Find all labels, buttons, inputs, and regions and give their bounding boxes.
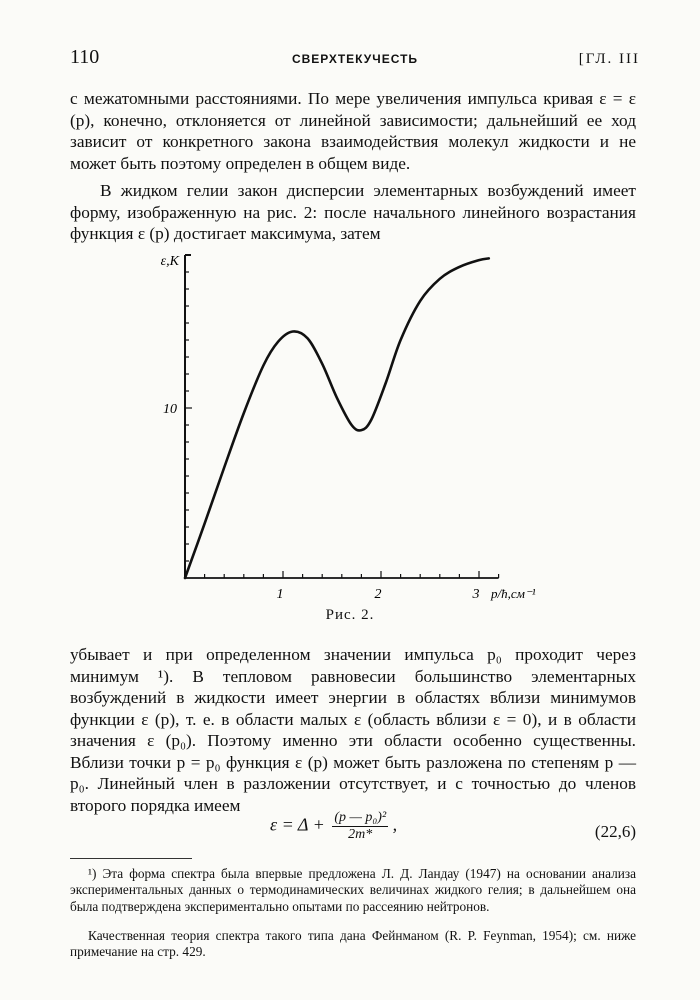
page-header: [70, 46, 640, 72]
paragraph-3-block: [70, 644, 636, 816]
chart-axes: [185, 255, 499, 578]
formula-22-6: [270, 810, 397, 843]
chart-series: [185, 258, 489, 578]
footnote-rule: [70, 858, 192, 859]
paragraph-1: с межатомными расстояниями. По мере увеличения импульса кривая ε = ε (p), конечно, отклоняется от линейной зависимости; дальнейший ее ход зависит от конкретного закона взаимодействия молекул жидкости и не может быть поэтому определен в общем виде.: [70, 89, 636, 173]
figure-caption: Рис. 2.: [325, 607, 375, 623]
paragraph-2-block: [70, 180, 636, 245]
formula-denominator: 2m*: [348, 827, 373, 842]
formula-trail: ,: [392, 814, 398, 835]
paragraph-1-block: [70, 88, 636, 174]
dispersion-curve: [185, 258, 489, 578]
chapter-label: [ГЛ. III: [578, 51, 640, 67]
x-tick-label: 2: [374, 587, 382, 602]
x-tick-label: 1: [276, 587, 284, 602]
y-tick-label: 10: [163, 402, 177, 417]
footnote-2: Качественная теория спектра такого типа дана Фейнманом (R. P. Feynman, 1954); см. ниже примечание на стр. 429.: [70, 928, 636, 960]
chart-ticks: [185, 272, 499, 578]
formula-fraction: [332, 810, 388, 843]
page-number: 110: [70, 46, 100, 68]
footnote-2-block: [70, 928, 636, 961]
dispersion-curve-figure: [140, 250, 560, 602]
paragraph-3: убывает и при определенном значении импульса p₀ проходит через минимум ¹). В тепловом равновесии большинство элементарных возбуждений в жидкости имеет энергии в областях вблизи минимумов функции ε (p), т. е. в области малых ε (область вблизи ε = 0), и в области значения ε (p₀). Поэтому именно эти области особенно существенны. Вблизи точки p = p₀ функция ε (p) может быть разложена по степеням p — p₀. Линейный член в разложении отсутствует, и с точностью до членов второго порядка имеем: [70, 645, 636, 815]
x-tick-label: 3: [472, 587, 480, 602]
chart-labels: [161, 254, 536, 602]
formula-lhs: ε = Δ +: [270, 814, 325, 835]
x-axis-label: p/ħ,см⁻¹: [491, 586, 536, 601]
running-title: СВЕРХТЕКУЧЕСТЬ: [291, 52, 419, 66]
y-axis-label: ε,K: [160, 254, 179, 269]
paragraph-2: В жидком гелии закон дисперсии элементарных возбуждений имеет форму, изображенную на рис. 2: после начального линейного возрастания функция ε (p) достигает максимума, затем: [70, 181, 636, 243]
footnote-1-block: [70, 866, 636, 915]
equation-number: (22,6): [594, 822, 636, 841]
footnote-1: ¹) Эта форма спектра была впервые предложена Л. Д. Ландау (1947) на основании анализа экспериментальных данных о термодинамических величинах жидкого гелия; в дальнейшем она была подтверждена экспериментально опытами по рассеянию нейтронов.: [70, 866, 636, 914]
formula-numerator: (p — p₀)²: [334, 810, 387, 825]
